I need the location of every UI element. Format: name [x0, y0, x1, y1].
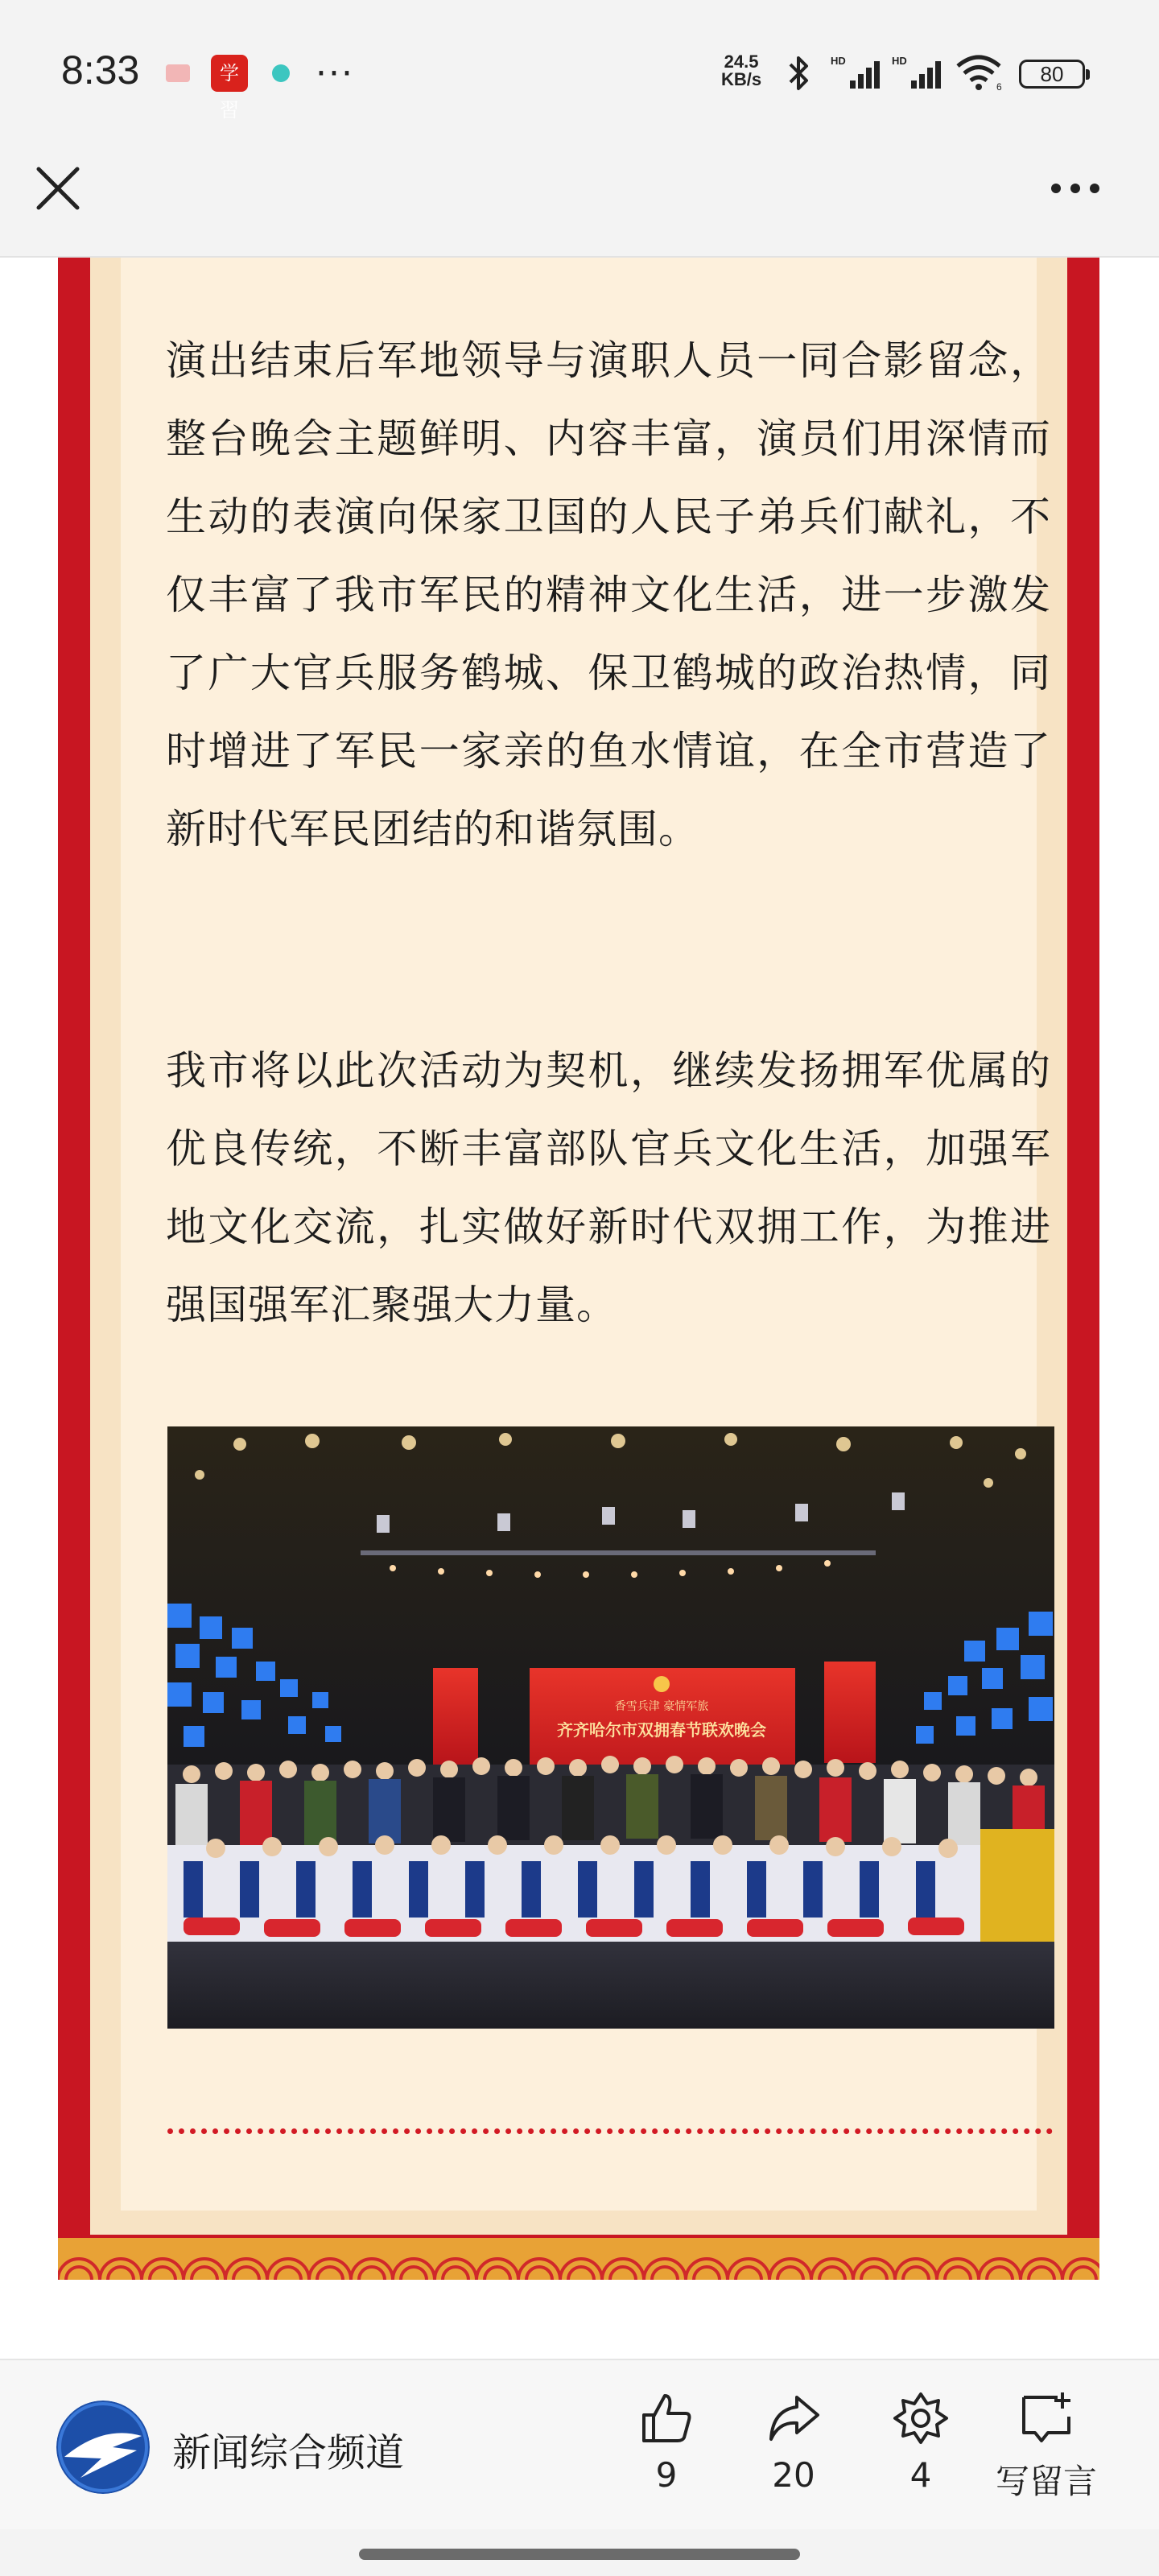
stage-photo-illustration — [167, 1426, 1054, 2029]
channel-logo-icon[interactable] — [56, 2401, 150, 2494]
hd-signal-icon-2 — [890, 53, 947, 93]
more-notifications-icon: ··· — [316, 53, 354, 94]
app-notification-icon — [166, 64, 190, 82]
thumbs-up-icon — [637, 2389, 695, 2447]
svg-text:HD: HD — [831, 55, 846, 67]
like-count: 9 — [655, 2455, 678, 2495]
article-panel — [121, 258, 1051, 2211]
more-dots-icon[interactable] — [1046, 167, 1104, 209]
share-arrow-icon — [765, 2389, 823, 2447]
share-button[interactable] — [729, 2389, 858, 2495]
study-app-icon: 学習 — [211, 55, 248, 92]
article-paragraph-1: 演出结束后军地领导与演职人员一同合影留念，整台晚会主题鲜明、内容丰富，演员们用深情而生动的表演向保家卫国的人民子弟兵们献礼，不仅丰富了我市军民的精神文化生活，进一步激发了广大官兵服务鹤城、保卫鹤城的政治热情，同时增进了军民一家亲的鱼水情谊，在全市营造了新时代军民团结的和谐氛围。 — [166, 337, 1051, 852]
like-button[interactable] — [602, 2389, 731, 2495]
article-content — [0, 258, 1159, 2359]
comment-add-icon — [1017, 2389, 1075, 2447]
group-photo-image[interactable] — [167, 1426, 1054, 2029]
frame-border — [90, 258, 1067, 2235]
hd-signal-icon — [829, 53, 885, 93]
channel-name[interactable]: 新闻综合频道 — [172, 2430, 405, 2475]
favorite-star-icon — [892, 2389, 950, 2447]
banner-title-text: 齐齐哈尔市双拥春节联欢晚会 — [557, 1720, 766, 1740]
comment-label: 写留言 — [995, 2462, 1097, 2501]
battery-icon: 80 — [1019, 60, 1085, 89]
article-paragraph-2: 我市将以此次活动为契机，继续发扬拥军优属的优良传统，不断丰富部队官兵文化生活，加强军地文化交流，扎实做好新时代双拥工作，为推进强国强军汇聚强大力量。 — [166, 1047, 1051, 1328]
favorite-count: 4 — [909, 2455, 932, 2495]
section-divider — [167, 2128, 1053, 2134]
network-speed — [721, 53, 761, 89]
app-notification-dot-icon — [272, 64, 290, 82]
svg-text:HD: HD — [892, 55, 907, 67]
network-speed-value: 24.5 — [724, 52, 759, 72]
status-bar — [0, 0, 1159, 137]
home-indicator[interactable] — [359, 2549, 800, 2560]
write-comment-button[interactable] — [982, 2389, 1111, 2504]
svg-text:6: 6 — [996, 81, 1002, 93]
nav-bar — [0, 137, 1159, 258]
bluetooth-icon — [782, 53, 815, 93]
bottom-action-bar — [0, 2359, 1159, 2529]
banner-top-text: 香雪兵津 豪情军旅 — [614, 1700, 709, 1713]
favorite-button[interactable] — [856, 2389, 985, 2495]
close-icon[interactable] — [32, 163, 84, 214]
wifi-icon — [955, 53, 1008, 93]
decorative-wave-border — [58, 2238, 1099, 2280]
share-count: 20 — [772, 2455, 815, 2495]
network-speed-unit: KB/s — [721, 69, 762, 89]
status-time: 8:33 — [61, 47, 140, 93]
decorative-red-frame — [58, 258, 1099, 2238]
